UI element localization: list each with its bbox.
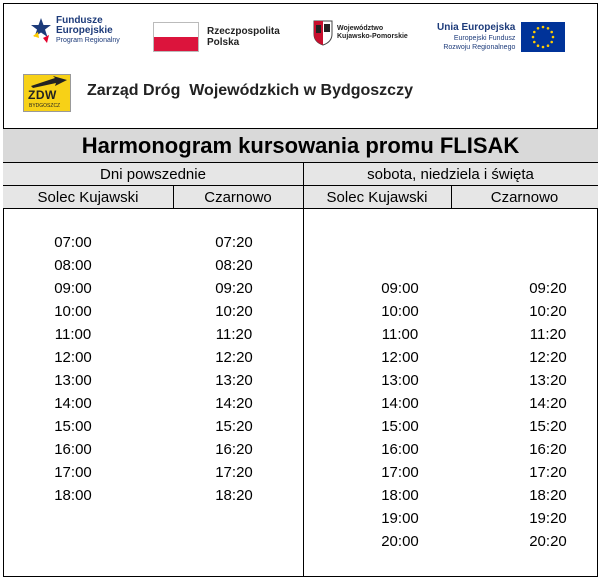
departure-time: 14:00 xyxy=(54,395,92,412)
departure-time: 13:00 xyxy=(54,372,92,389)
schedule-title: Harmonogram kursowania promu FLISAK xyxy=(3,128,598,163)
departure-time: 18:00 xyxy=(54,487,92,504)
departure-time: 17:00 xyxy=(54,464,92,481)
departure-time: 17:00 xyxy=(381,464,419,481)
departure-time: 11:00 xyxy=(381,326,419,343)
departure-time: 14:20 xyxy=(529,395,567,412)
subheader-divider-right xyxy=(451,186,452,209)
rp-line1: Rzeczpospolita xyxy=(207,26,280,37)
fundusze-europejskie-logo xyxy=(30,16,120,46)
departure-time: 12:20 xyxy=(215,349,253,366)
departure-time: 07:00 xyxy=(54,234,92,251)
coat-of-arms-icon xyxy=(313,20,333,46)
polish-flag-icon xyxy=(153,22,199,52)
departure-time: 08:00 xyxy=(54,257,92,274)
departure-time xyxy=(360,254,440,277)
rp-line2: Polska xyxy=(207,37,240,48)
departure-time: 19:20 xyxy=(529,510,567,527)
kp-line1: Województwo xyxy=(337,25,384,32)
unia-europejska-logo xyxy=(437,22,565,52)
departure-time: 16:20 xyxy=(215,441,253,458)
weekdays-header: Dni powszednie xyxy=(3,163,303,186)
departure-time: 15:00 xyxy=(54,418,92,435)
weekdays-czarnowo-column xyxy=(194,231,274,507)
departure-time: 13:20 xyxy=(529,372,567,389)
fundusze-line3: Program Regionalny xyxy=(56,37,120,44)
subheader-divider-left xyxy=(173,186,174,209)
departure-time: 18:20 xyxy=(529,487,567,504)
ue-line2: Europejski Fundusz xyxy=(453,34,516,42)
departure-time: 16:00 xyxy=(54,441,92,458)
weekend-solec-column xyxy=(360,231,440,553)
departure-time: 15:20 xyxy=(529,418,567,435)
departure-time: 20:00 xyxy=(381,533,419,550)
weekdays-czarnowo-header: Czarnowo xyxy=(173,186,303,209)
departure-time: 11:20 xyxy=(529,326,567,343)
column-divider xyxy=(303,163,304,577)
departure-time: 18:20 xyxy=(215,487,253,504)
departure-time: 18:00 xyxy=(381,487,419,504)
departure-time: 12:00 xyxy=(54,349,92,366)
departure-time: 10:00 xyxy=(54,303,92,320)
fundusze-star-icon xyxy=(30,16,52,46)
zdw-arrow-icon xyxy=(25,76,71,88)
rzeczpospolita-polska-logo xyxy=(153,22,280,52)
departure-time: 12:20 xyxy=(529,349,567,366)
weekend-czarnowo-column xyxy=(508,231,588,553)
departure-time: 09:00 xyxy=(54,280,92,297)
kp-line2: Kujawsko-Pomorskie xyxy=(337,33,408,40)
departure-time: 13:20 xyxy=(215,372,253,389)
departure-time xyxy=(508,231,588,254)
departure-time: 15:20 xyxy=(215,418,253,435)
departure-time: 10:00 xyxy=(381,303,419,320)
organization-title: Zarząd Dróg Wojewódzkich w Bydgoszczy xyxy=(87,82,413,99)
kujawsko-pomorskie-logo xyxy=(313,20,408,46)
fundusze-line2: Europejskie xyxy=(56,25,113,36)
ue-line3: Rozwoju Regionalnego xyxy=(443,43,516,51)
departure-time: 15:00 xyxy=(381,418,419,435)
weekdays-solec-header: Solec Kujawski xyxy=(3,186,173,209)
departure-time: 09:00 xyxy=(381,280,419,297)
departure-time: 07:20 xyxy=(215,234,253,251)
departure-time xyxy=(360,231,440,254)
departure-time: 12:00 xyxy=(381,349,419,366)
weekend-czarnowo-header: Czarnowo xyxy=(451,186,598,209)
departure-time: 09:20 xyxy=(529,280,567,297)
departure-time: 11:20 xyxy=(215,326,253,343)
departure-time: 17:20 xyxy=(215,464,253,481)
departure-time: 09:20 xyxy=(215,280,253,297)
weekdays-solec-column xyxy=(33,231,113,507)
departure-time: 10:20 xyxy=(529,303,567,320)
departure-time: 11:00 xyxy=(54,326,92,343)
departure-time: 10:20 xyxy=(215,303,253,320)
zdw-label: ZDW xyxy=(28,88,57,102)
departure-time: 20:20 xyxy=(529,533,567,550)
departure-time: 17:20 xyxy=(529,464,567,481)
zdw-sub: BYDGOSZCZ xyxy=(29,103,61,109)
departure-time: 14:00 xyxy=(381,395,419,412)
departure-time: 13:00 xyxy=(381,372,419,389)
weekend-solec-header: Solec Kujawski xyxy=(303,186,451,209)
zdw-logo xyxy=(23,74,71,112)
departure-time: 19:00 xyxy=(381,510,419,527)
ue-line1: Unia Europejska xyxy=(437,21,516,33)
departure-time: 16:00 xyxy=(381,441,419,458)
departure-time: 14:20 xyxy=(215,395,253,412)
eu-flag-icon xyxy=(521,22,565,52)
schedule-table xyxy=(3,128,598,577)
departure-time xyxy=(508,254,588,277)
departure-time: 16:20 xyxy=(529,441,567,458)
departure-time: 08:20 xyxy=(215,257,253,274)
fundusze-line1: Fundusze xyxy=(56,15,103,26)
weekend-header: sobota, niedziela i święta xyxy=(303,163,598,186)
